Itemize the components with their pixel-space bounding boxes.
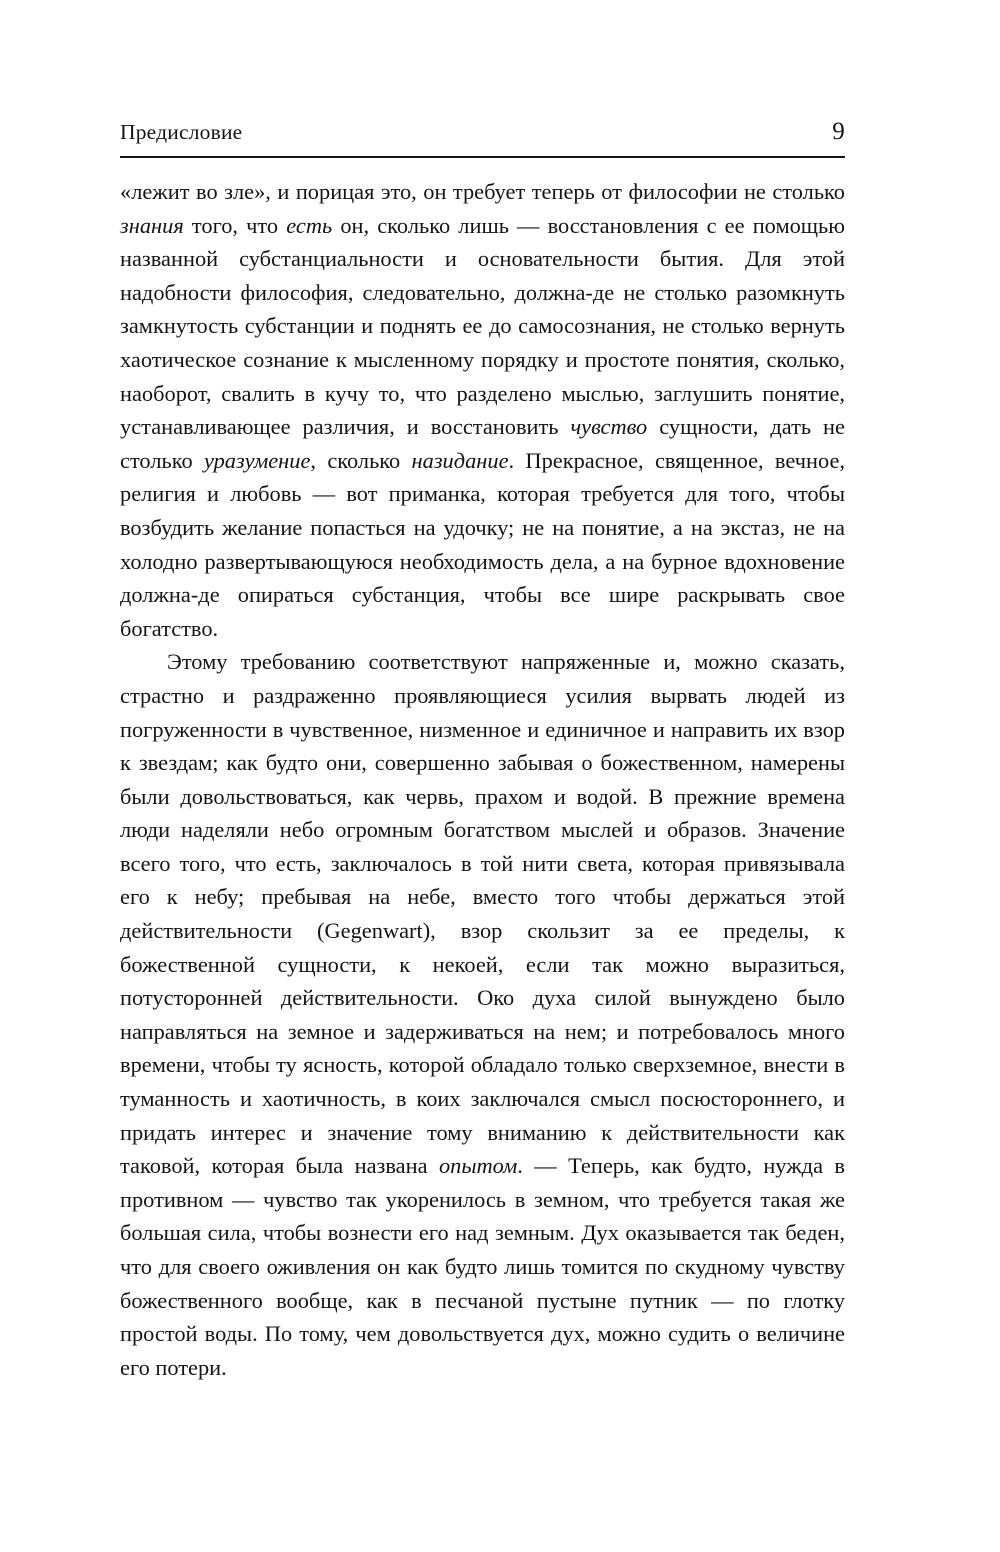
page-body [120,175,845,1384]
page-number: 9 [832,118,845,145]
running-head [120,118,845,156]
paragraph-2: Этому требованию соответствуют напряженные и, можно сказать, страстно и раздраженно проявляющиеся усилия вырвать людей из погруженности в чувственное, низменное и единичное и направить их взор к звездам; как будто они, совершенно забывая о божественном, намерены были довольствоваться, как червь, прахом и водой. В прежние времена люди наделяли небо огромным богатством мыслей и образов. Значение всего того, что есть, заключалось в той нити света, которая привязывала его к небу; пребывая на небе, вместо того чтобы держаться этой действительности (Gegenwart), взор скользит за ее пределы, к божественной сущности, к некоей, если так можно выразиться, потусторонней действительности. Око духа силой вынуждено было направляться на земное и задерживаться на нем; и потребовалось много времени, чтобы ту ясность, которой обладало только сверхземное, внести в туманность и хаотичность, в коих заключался смысл посюстороннего, и придать интерес и значение тому вниманию к действительности как таковой, которая была названа опытом. — Теперь, как будто, нужда в противном — чувство так укоренилось в земном, что требуется такая же большая сила, чтобы вознести его над земным. Дух оказывается так беден, что для своего оживления он как будто лишь томится по скудному чувству божественного вообще, как в песчаной пустыне путник — по глотку простой воды. По тому, чем довольствуется дух, можно судить о величине его потери. [120,649,845,1380]
page-title: Предисловие [120,120,243,144]
header-divider [120,156,845,158]
paragraph-1: «лежит во зле», и порицая это, он требует теперь от философии не столько знания того, что есть он, сколько лишь — восстановления с ее помощью названной субстанциальности и основательности бытия. Для этой надобности философия, следовательно, должна-де не столько разомкнуть замкнутость субстанции и поднять ее до самосознания, не столько вернуть хаотическое сознание к мысленному порядку и простоте понятия, сколько, наоборот, свалить в кучу то, что разделено мыслью, заглушить понятие, устанавливающее различия, и восстановить чувство сущности, дать не столько уразумение, сколько назидание. Прекрасное, священное, вечное, религия и любовь — вот приманка, которая требуется для того, чтобы возбудить желание попасться на удочку; не на понятие, а на экстаз, не на холодно развертывающуюся необходимость дела, а на бурное вдохновение должна-де опираться субстанция, чтобы все шире раскрывать свое богатство. [120,179,845,641]
